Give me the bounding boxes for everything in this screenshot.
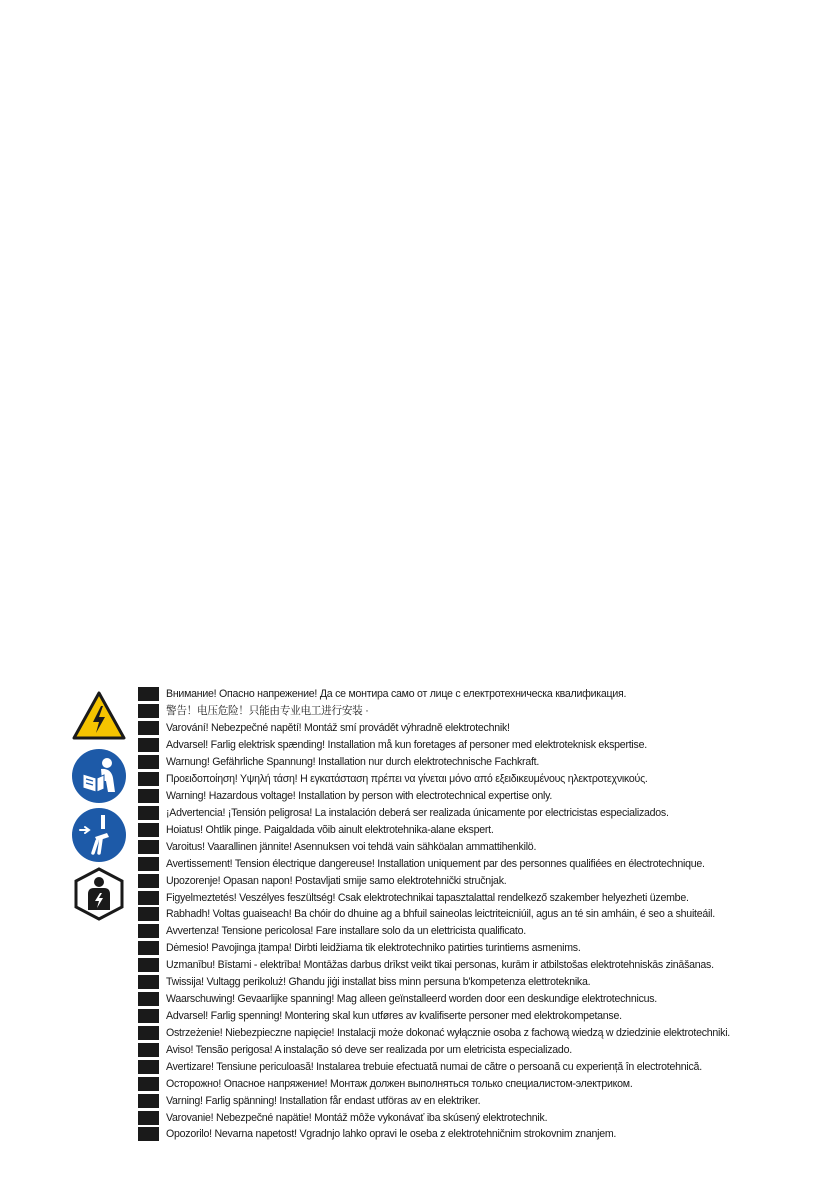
language-marker bbox=[138, 772, 159, 786]
warning-item bbox=[138, 737, 730, 754]
warning-item bbox=[138, 788, 730, 805]
warning-text: Warnung! Gefährliche Spannung! Installation nur durch elektrotechnische Fachkraft. bbox=[166, 756, 540, 769]
language-marker bbox=[138, 1077, 159, 1091]
language-marker bbox=[138, 1111, 159, 1125]
language-marker bbox=[138, 1026, 159, 1040]
warning-text: Advarsel! Farlig elektrisk spænding! Installation må kun foretages af personer med elektroteknisk ekspertise. bbox=[166, 739, 647, 752]
warning-text: Upozorenje! Opasan napon! Postavljati smije samo elektrotehnički stručnjak. bbox=[166, 874, 507, 887]
language-marker bbox=[138, 975, 159, 989]
language-marker bbox=[138, 958, 159, 972]
warning-item bbox=[138, 872, 730, 889]
warning-text: Avvertenza! Tensione pericolosa! Fare installare solo da un elettricista qualificato. bbox=[166, 925, 526, 938]
language-marker bbox=[138, 941, 159, 955]
warning-item bbox=[138, 703, 730, 720]
disconnect-power-icon bbox=[71, 807, 127, 863]
warning-text: Opozorilo! Nevarna napetost! Vgradnjo lahko opravi le oseba z elektrotehničnim strokovnim znanjem. bbox=[166, 1128, 617, 1141]
language-marker bbox=[138, 687, 159, 701]
warning-item bbox=[138, 1058, 730, 1075]
warning-item bbox=[138, 1075, 730, 1092]
warning-text: 警告！电压危险！只能由专业电工进行安装 · bbox=[166, 705, 369, 718]
warning-item bbox=[138, 804, 730, 821]
warning-text: Осторожно! Опасное напряжение! Монтаж должен выполняться только специалистом-электриком. bbox=[166, 1077, 633, 1090]
language-marker bbox=[138, 1043, 159, 1057]
warning-item bbox=[138, 838, 730, 855]
warning-text: Warning! Hazardous voltage! Installation by person with electrotechnical expertise only. bbox=[166, 789, 553, 802]
warning-text: Waarschuwing! Gevaarlijke spanning! Mag alleen geïnstalleerd worden door een deskundige elektrotechnicus. bbox=[166, 993, 657, 1006]
warning-item bbox=[138, 957, 730, 974]
warning-item bbox=[138, 923, 730, 940]
warning-item bbox=[138, 1092, 730, 1109]
warning-text: Aviso! Tensão perigosa! A instalação só deve ser realizada por um eletricista especializado. bbox=[166, 1043, 572, 1056]
warning-item bbox=[138, 974, 730, 991]
warning-text: Avertissement! Tension électrique dangereuse! Installation uniquement par des personnes qualifiées en électrotechnique. bbox=[166, 857, 705, 870]
warning-item bbox=[138, 991, 730, 1008]
language-marker bbox=[138, 1127, 159, 1141]
warning-item bbox=[138, 906, 730, 923]
warning-text: Twissija! Vultagg perikoluż! Għandu jiġi installat biss minn persuna b'kompetenza elettroteknika. bbox=[166, 976, 591, 989]
warning-item bbox=[138, 1008, 730, 1025]
language-marker bbox=[138, 924, 159, 938]
warning-item bbox=[138, 686, 730, 703]
warning-text: Advarsel! Farlig spenning! Montering skal kun utføres av kvalifiserte personer med elektrokompetanse. bbox=[166, 1009, 622, 1022]
language-marker bbox=[138, 806, 159, 820]
warning-item bbox=[138, 855, 730, 872]
warning-text: ¡Advertencia! ¡Tensión peligrosa! La instalación deberá ser realizada únicamente por electricistas especializados. bbox=[166, 806, 669, 819]
high-voltage-warning-icon bbox=[71, 688, 127, 744]
language-marker bbox=[138, 789, 159, 803]
warning-item bbox=[138, 754, 730, 771]
language-marker bbox=[138, 992, 159, 1006]
read-manual-icon bbox=[71, 748, 127, 804]
warning-text: Rabhadh! Voltas guaiseach! Ba chóir do dhuine ag a bhfuil saineolas leictriteicniúil, agus an té sin amháin, é seo a shuiteáil. bbox=[166, 908, 715, 921]
language-marker bbox=[138, 738, 159, 752]
warning-item bbox=[138, 1126, 730, 1143]
warning-text: Varování! Nebezpečné napětí! Montáž smí provádět výhradně elektrotechnik! bbox=[166, 722, 510, 735]
language-marker bbox=[138, 1009, 159, 1023]
language-marker bbox=[138, 857, 159, 871]
language-marker bbox=[138, 823, 159, 837]
language-marker bbox=[138, 1060, 159, 1074]
warning-text: Figyelmeztetés! Veszélyes feszültség! Csak elektrotechnikai tapasztalattal rendelkező szakember helyezheti üzembe. bbox=[166, 891, 689, 904]
warning-text: Προειδοποίηση! Υψηλή τάση! Η εγκατάσταση πρέπει να γίνεται μόνο από εξειδικευμένους ηλεκτροτεχνικούς. bbox=[166, 773, 648, 786]
warning-item bbox=[138, 1109, 730, 1126]
warning-text: Внимание! Опасно напрежение! Да се монтира само от лице с електротехническа квалификация. bbox=[166, 688, 627, 701]
warning-text: Varoitus! Vaarallinen jännite! Asennuksen voi tehdä vain sähköalan ammattihenkilö. bbox=[166, 840, 537, 853]
language-marker bbox=[138, 874, 159, 888]
warning-text: Varning! Farlig spänning! Installation får endast utföras av en elektriker. bbox=[166, 1094, 481, 1107]
language-marker bbox=[138, 907, 159, 921]
warning-item bbox=[138, 720, 730, 737]
warning-text: Hoiatus! Ohtlik pinge. Paigaldada võib ainult elektrotehnika-alane ekspert. bbox=[166, 823, 494, 836]
language-marker bbox=[138, 704, 159, 718]
warning-item bbox=[138, 771, 730, 788]
language-marker bbox=[138, 755, 159, 769]
warning-item bbox=[138, 1041, 730, 1058]
warning-item bbox=[138, 1024, 730, 1041]
qualified-electrician-icon bbox=[71, 866, 127, 922]
warning-text: Varovanie! Nebezpečné napätie! Montáž môže vykonávať iba skúsený elektrotechnik. bbox=[166, 1111, 548, 1124]
warning-item bbox=[138, 821, 730, 838]
warning-item bbox=[138, 940, 730, 957]
language-marker bbox=[138, 1094, 159, 1108]
warning-text: Dėmesio! Pavojinga įtampa! Dirbti leidžiama tik elektrotechniko patirties turintiems asmenims. bbox=[166, 942, 581, 955]
language-marker bbox=[138, 891, 159, 905]
warning-item bbox=[138, 889, 730, 906]
warning-text: Avertizare! Tensiune periculoasă! Instalarea trebuie efectuată numai de către o persoană cu experiență în electrotehnică. bbox=[166, 1060, 702, 1073]
warning-text: Ostrzeżenie! Niebezpieczne napięcie! Instalacji może dokonać wyłącznie osoba z fachową wiedzą w dziedzinie elektrotechniki. bbox=[166, 1026, 730, 1039]
language-marker bbox=[138, 721, 159, 735]
warning-text: Uzmanību! Bīstami - elektrība! Montāžas darbus drīkst veikt tikai personas, kurām ir atbilstošas elektrotehniskās zināšanas. bbox=[166, 959, 714, 972]
safety-warnings-list bbox=[138, 686, 730, 1143]
language-marker bbox=[138, 840, 159, 854]
